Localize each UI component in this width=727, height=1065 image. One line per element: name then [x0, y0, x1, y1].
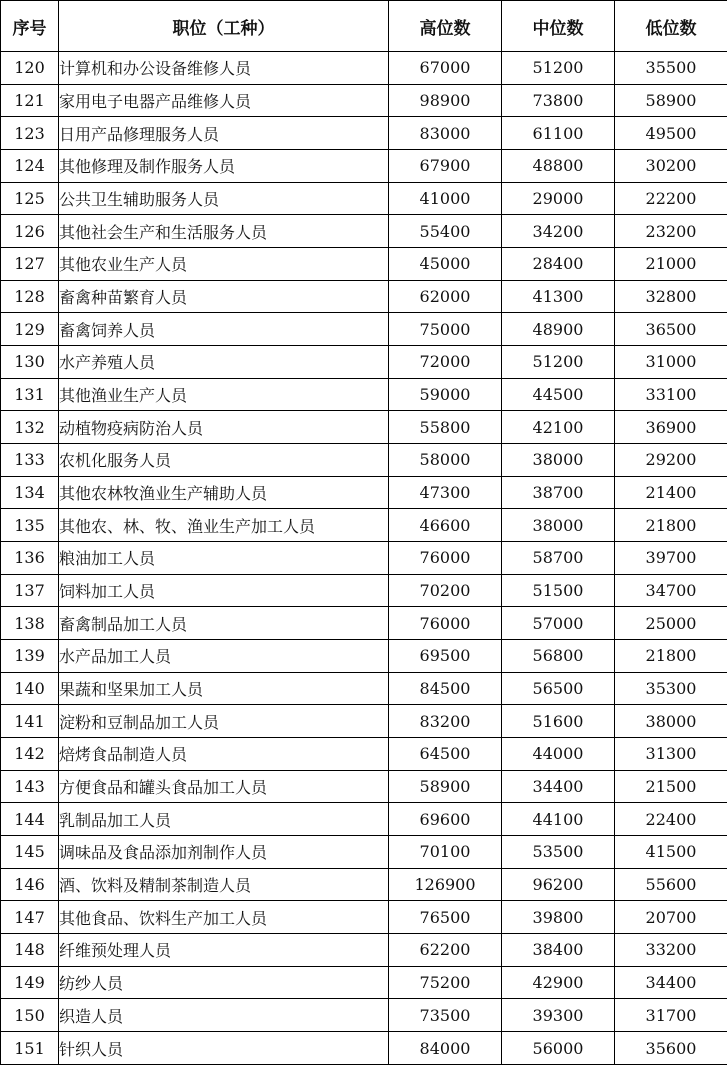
cell-median: 73800: [502, 84, 615, 117]
cell-job-title: 淀粉和豆制品加工人员: [59, 705, 389, 738]
cell-serial-number: 130: [1, 346, 59, 379]
cell-low-percentile: 22400: [615, 803, 727, 836]
cell-low-percentile: 31000: [615, 346, 727, 379]
cell-median: 56000: [502, 1032, 615, 1065]
cell-high-percentile: 76000: [389, 607, 502, 640]
cell-serial-number: 125: [1, 182, 59, 215]
cell-job-title: 针织人员: [59, 1032, 389, 1065]
cell-serial-number: 147: [1, 901, 59, 934]
cell-median: 61100: [502, 117, 615, 150]
cell-low-percentile: 35600: [615, 1032, 727, 1065]
table-row: [1, 84, 727, 117]
cell-high-percentile: 75200: [389, 966, 502, 999]
cell-high-percentile: 75000: [389, 313, 502, 346]
cell-median: 38000: [502, 509, 615, 542]
cell-low-percentile: 22200: [615, 182, 727, 215]
cell-job-title: 其他社会生产和生活服务人员: [59, 215, 389, 248]
cell-low-percentile: 36500: [615, 313, 727, 346]
table-row: [1, 836, 727, 869]
cell-median: 48800: [502, 150, 615, 183]
cell-low-percentile: 36900: [615, 411, 727, 444]
cell-serial-number: 133: [1, 444, 59, 477]
cell-job-title: 粮油加工人员: [59, 542, 389, 575]
cell-low-percentile: 33100: [615, 378, 727, 411]
cell-job-title: 焙烤食品制造人员: [59, 738, 389, 771]
cell-low-percentile: 41500: [615, 836, 727, 869]
header-job-title: 职位（工种）: [59, 1, 389, 52]
cell-median: 39300: [502, 999, 615, 1032]
cell-low-percentile: 38000: [615, 705, 727, 738]
cell-median: 38400: [502, 934, 615, 967]
table-row: [1, 476, 727, 509]
cell-high-percentile: 70200: [389, 574, 502, 607]
cell-job-title: 纤维预处理人员: [59, 934, 389, 967]
cell-high-percentile: 83000: [389, 117, 502, 150]
header-row: [1, 1, 727, 52]
cell-serial-number: 151: [1, 1032, 59, 1065]
cell-high-percentile: 84500: [389, 672, 502, 705]
cell-median: 51500: [502, 574, 615, 607]
cell-low-percentile: 21800: [615, 640, 727, 673]
table-row: [1, 705, 727, 738]
cell-low-percentile: 35300: [615, 672, 727, 705]
cell-high-percentile: 69500: [389, 640, 502, 673]
header-low-percentile: 低位数: [615, 1, 727, 52]
cell-low-percentile: 31300: [615, 738, 727, 771]
cell-high-percentile: 58900: [389, 770, 502, 803]
cell-high-percentile: 67000: [389, 52, 502, 85]
cell-high-percentile: 126900: [389, 868, 502, 901]
cell-serial-number: 126: [1, 215, 59, 248]
cell-serial-number: 150: [1, 999, 59, 1032]
cell-high-percentile: 64500: [389, 738, 502, 771]
cell-median: 51200: [502, 346, 615, 379]
table-row: [1, 313, 727, 346]
table-row: [1, 182, 727, 215]
cell-high-percentile: 45000: [389, 248, 502, 281]
table-row: [1, 542, 727, 575]
cell-job-title: 酒、饮料及精制茶制造人员: [59, 868, 389, 901]
header-median: 中位数: [502, 1, 615, 52]
table-row: [1, 378, 727, 411]
cell-high-percentile: 67900: [389, 150, 502, 183]
cell-high-percentile: 76000: [389, 542, 502, 575]
cell-serial-number: 131: [1, 378, 59, 411]
table-row: [1, 444, 727, 477]
cell-low-percentile: 58900: [615, 84, 727, 117]
cell-high-percentile: 76500: [389, 901, 502, 934]
cell-median: 96200: [502, 868, 615, 901]
cell-serial-number: 148: [1, 934, 59, 967]
cell-job-title: 动植物疫病防治人员: [59, 411, 389, 444]
cell-serial-number: 142: [1, 738, 59, 771]
cell-serial-number: 140: [1, 672, 59, 705]
cell-job-title: 其他修理及制作服务人员: [59, 150, 389, 183]
cell-job-title: 计算机和办公设备维修人员: [59, 52, 389, 85]
table-row: [1, 1032, 727, 1065]
header-high-percentile: 高位数: [389, 1, 502, 52]
table-row: [1, 868, 727, 901]
cell-high-percentile: 62200: [389, 934, 502, 967]
cell-low-percentile: 21400: [615, 476, 727, 509]
cell-low-percentile: 33200: [615, 934, 727, 967]
cell-job-title: 畜禽制品加工人员: [59, 607, 389, 640]
cell-median: 42900: [502, 966, 615, 999]
cell-high-percentile: 59000: [389, 378, 502, 411]
cell-high-percentile: 84000: [389, 1032, 502, 1065]
cell-serial-number: 136: [1, 542, 59, 575]
cell-high-percentile: 72000: [389, 346, 502, 379]
cell-job-title: 水产品加工人员: [59, 640, 389, 673]
cell-high-percentile: 55800: [389, 411, 502, 444]
cell-high-percentile: 55400: [389, 215, 502, 248]
cell-serial-number: 146: [1, 868, 59, 901]
table-row: [1, 117, 727, 150]
table-row: [1, 574, 727, 607]
table-row: [1, 672, 727, 705]
cell-serial-number: 124: [1, 150, 59, 183]
table-row: [1, 509, 727, 542]
cell-job-title: 纺纱人员: [59, 966, 389, 999]
table-row: [1, 607, 727, 640]
cell-median: 57000: [502, 607, 615, 640]
cell-low-percentile: 21500: [615, 770, 727, 803]
cell-job-title: 畜禽种苗繁育人员: [59, 280, 389, 313]
cell-low-percentile: 23200: [615, 215, 727, 248]
table-row: [1, 150, 727, 183]
cell-median: 51600: [502, 705, 615, 738]
cell-median: 44000: [502, 738, 615, 771]
header-serial-number: 序号: [1, 1, 59, 52]
table-row: [1, 215, 727, 248]
cell-serial-number: 127: [1, 248, 59, 281]
cell-low-percentile: 49500: [615, 117, 727, 150]
cell-job-title: 其他农、林、牧、渔业生产加工人员: [59, 509, 389, 542]
cell-median: 58700: [502, 542, 615, 575]
cell-serial-number: 141: [1, 705, 59, 738]
cell-median: 28400: [502, 248, 615, 281]
cell-high-percentile: 47300: [389, 476, 502, 509]
table-row: [1, 346, 727, 379]
table-row: [1, 280, 727, 313]
cell-median: 38700: [502, 476, 615, 509]
cell-job-title: 其他食品、饮料生产加工人员: [59, 901, 389, 934]
cell-median: 42100: [502, 411, 615, 444]
cell-serial-number: 128: [1, 280, 59, 313]
cell-high-percentile: 41000: [389, 182, 502, 215]
cell-job-title: 其他农业生产人员: [59, 248, 389, 281]
cell-median: 29000: [502, 182, 615, 215]
cell-job-title: 水产养殖人员: [59, 346, 389, 379]
cell-serial-number: 121: [1, 84, 59, 117]
cell-low-percentile: 39700: [615, 542, 727, 575]
cell-median: 44500: [502, 378, 615, 411]
table-row: [1, 770, 727, 803]
cell-job-title: 织造人员: [59, 999, 389, 1032]
cell-median: 34200: [502, 215, 615, 248]
cell-high-percentile: 98900: [389, 84, 502, 117]
cell-median: 48900: [502, 313, 615, 346]
cell-job-title: 其他渔业生产人员: [59, 378, 389, 411]
cell-job-title: 畜禽饲养人员: [59, 313, 389, 346]
cell-serial-number: 149: [1, 966, 59, 999]
table-row: [1, 934, 727, 967]
table-body: [1, 52, 727, 1065]
cell-serial-number: 132: [1, 411, 59, 444]
cell-serial-number: 137: [1, 574, 59, 607]
cell-low-percentile: 55600: [615, 868, 727, 901]
cell-serial-number: 129: [1, 313, 59, 346]
cell-median: 56500: [502, 672, 615, 705]
cell-low-percentile: 35500: [615, 52, 727, 85]
cell-median: 39800: [502, 901, 615, 934]
cell-high-percentile: 69600: [389, 803, 502, 836]
cell-job-title: 家用电子电器产品维修人员: [59, 84, 389, 117]
table-row: [1, 248, 727, 281]
cell-high-percentile: 58000: [389, 444, 502, 477]
cell-median: 34400: [502, 770, 615, 803]
cell-median: 56800: [502, 640, 615, 673]
cell-low-percentile: 34400: [615, 966, 727, 999]
cell-job-title: 饲料加工人员: [59, 574, 389, 607]
table-row: [1, 999, 727, 1032]
cell-median: 44100: [502, 803, 615, 836]
table-row: [1, 803, 727, 836]
cell-serial-number: 138: [1, 607, 59, 640]
cell-serial-number: 143: [1, 770, 59, 803]
cell-low-percentile: 30200: [615, 150, 727, 183]
table-row: [1, 640, 727, 673]
cell-job-title: 乳制品加工人员: [59, 803, 389, 836]
cell-low-percentile: 32800: [615, 280, 727, 313]
cell-low-percentile: 25000: [615, 607, 727, 640]
cell-low-percentile: 21800: [615, 509, 727, 542]
cell-low-percentile: 29200: [615, 444, 727, 477]
cell-serial-number: 134: [1, 476, 59, 509]
cell-serial-number: 139: [1, 640, 59, 673]
cell-job-title: 其他农林牧渔业生产辅助人员: [59, 476, 389, 509]
cell-median: 51200: [502, 52, 615, 85]
cell-median: 41300: [502, 280, 615, 313]
cell-high-percentile: 73500: [389, 999, 502, 1032]
cell-high-percentile: 83200: [389, 705, 502, 738]
cell-job-title: 调味品及食品添加剂制作人员: [59, 836, 389, 869]
table-row: [1, 411, 727, 444]
cell-low-percentile: 21000: [615, 248, 727, 281]
cell-serial-number: 144: [1, 803, 59, 836]
cell-job-title: 农机化服务人员: [59, 444, 389, 477]
cell-high-percentile: 70100: [389, 836, 502, 869]
cell-median: 38000: [502, 444, 615, 477]
cell-low-percentile: 34700: [615, 574, 727, 607]
cell-serial-number: 145: [1, 836, 59, 869]
cell-low-percentile: 20700: [615, 901, 727, 934]
cell-high-percentile: 62000: [389, 280, 502, 313]
cell-high-percentile: 46600: [389, 509, 502, 542]
cell-job-title: 日用产品修理服务人员: [59, 117, 389, 150]
cell-serial-number: 120: [1, 52, 59, 85]
cell-median: 53500: [502, 836, 615, 869]
table-row: [1, 738, 727, 771]
table-row: [1, 52, 727, 85]
cell-job-title: 公共卫生辅助服务人员: [59, 182, 389, 215]
cell-low-percentile: 31700: [615, 999, 727, 1032]
cell-job-title: 方便食品和罐头食品加工人员: [59, 770, 389, 803]
cell-job-title: 果蔬和坚果加工人员: [59, 672, 389, 705]
table-row: [1, 901, 727, 934]
table-row: [1, 966, 727, 999]
cell-serial-number: 123: [1, 117, 59, 150]
cell-serial-number: 135: [1, 509, 59, 542]
